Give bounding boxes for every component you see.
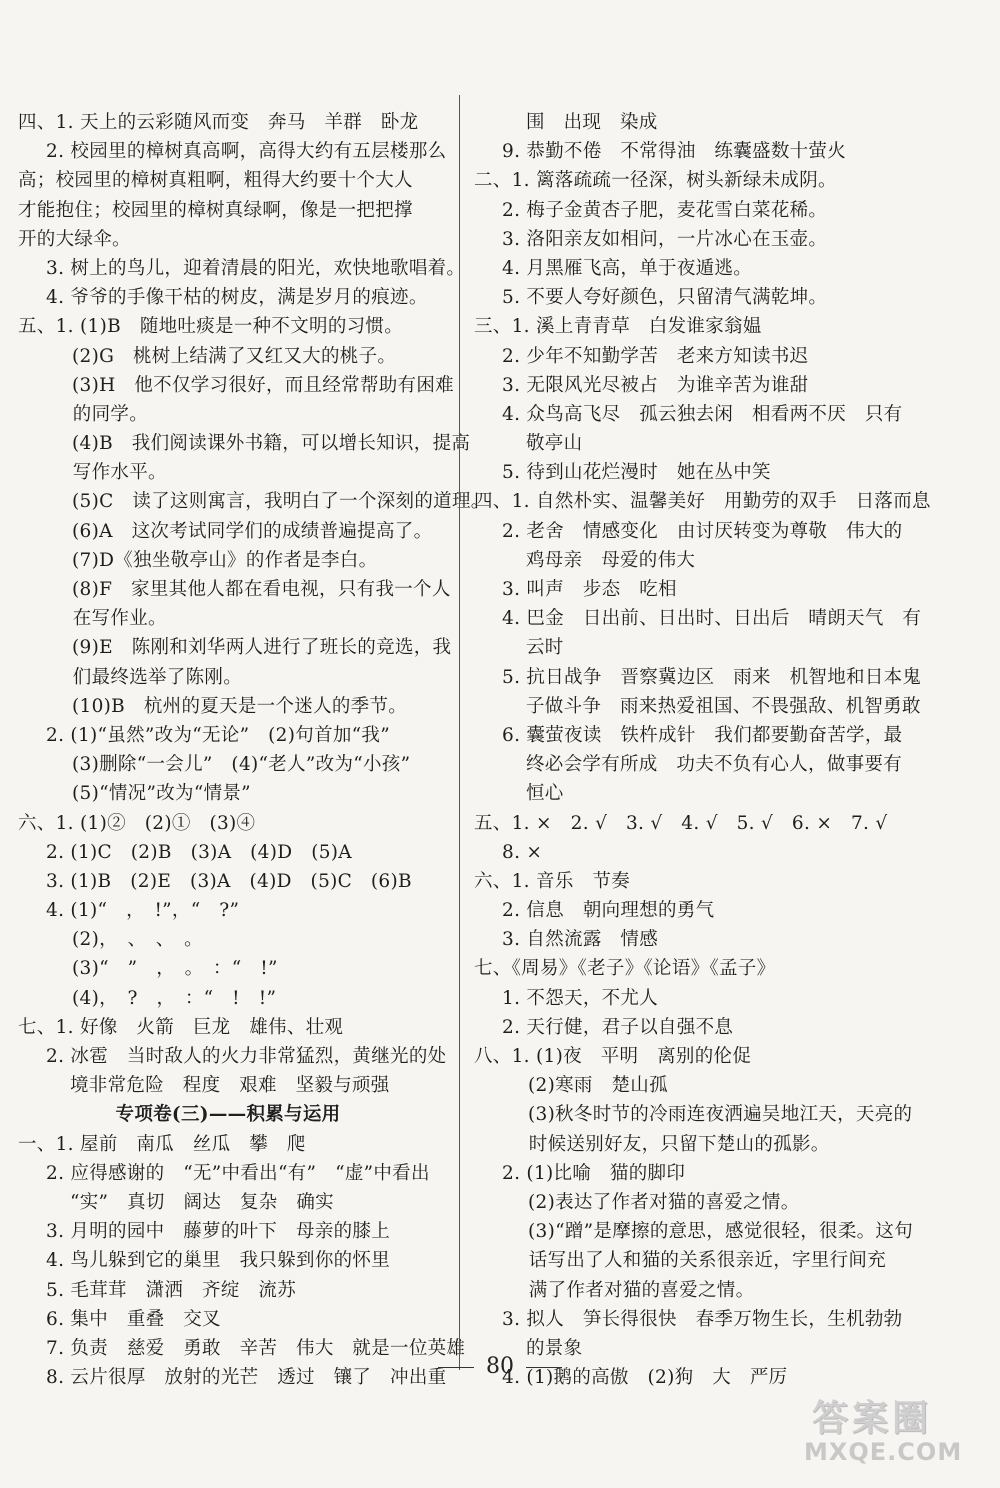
answer-line: (8)F 家里其他人都在看电视，只有我一个人 (72, 579, 451, 600)
answer-line: 3. 拟人 笋长得很快 春季万物生长，生机勃勃 (502, 1308, 903, 1330)
answer-line: 云时 (526, 637, 564, 659)
answer-line: (3)H 他不仅学习很好，而且经常帮助有困难 (72, 374, 454, 396)
page-number: 80 (486, 1354, 514, 1379)
answer-line: 境非常危险 程度 艰难 坚毅与顽强 (70, 1075, 390, 1097)
footer-dash-right (526, 1367, 562, 1368)
answer-line: 2. (1)C (2)B (3)A (4)D (5)A (46, 841, 352, 863)
answer-line: 4. 巴金 日出前、日出时、日出后 晴朗天气 有 (502, 608, 922, 630)
watermark-logo (804, 1390, 974, 1468)
answer-line: 4. 月黑雁飞高，单于夜遁逃。 (502, 257, 753, 279)
answer-line: (3)删除“一会儿” (4)“老人”改为“小孩” (72, 754, 411, 776)
answer-line: 2. (1)比喻 猫的脚印 (502, 1162, 686, 1184)
answer-line: 高；校园里的樟树真粗啊，粗得大约要十个大人 (18, 170, 413, 192)
answer-line: (5)“情况”改为“情景” (72, 783, 251, 805)
answer-line: 六、1. (1)② (2)① (3)④ (18, 812, 256, 834)
answer-line: 8. × (502, 841, 543, 863)
answer-line: 敬亭山 (526, 433, 583, 455)
answer-line: (2)寒雨 楚山孤 (528, 1075, 668, 1097)
answer-line: 话写出了人和猫的关系很亲近，字里行间充 (510, 1250, 887, 1272)
answer-line: 3. 无限风光尽被占 为谁辛苦为谁甜 (502, 374, 809, 396)
page-footer (0, 1354, 1000, 1379)
answer-line: “实” 真切 阔达 复杂 确实 (70, 1191, 334, 1213)
answer-line: 一、1. 屋前 南瓜 丝瓜 攀 爬 (18, 1133, 306, 1155)
answer-line: 三、1. 溪上青青草 白发谁家翁媪 (474, 316, 762, 338)
answer-line: 3. 自然流露 情感 (502, 929, 659, 951)
answer-line: 写作水平。 (54, 462, 167, 484)
answer-line: 2. 冰雹 当时敌人的火力非常猛烈，黄继光的处 (46, 1046, 447, 1067)
answer-line: 3. 叫声 步态 吃相 (502, 579, 677, 600)
answer-line: 开的大绿伞。 (18, 228, 131, 250)
answer-line: 2. (1)“虽然”改为“无论” (2)句首加“我” (46, 724, 390, 746)
answer-line: 七、1. 好像 火箭 巨龙 雄伟、壮观 (18, 1016, 344, 1038)
answer-line: 时候送别好友，只留下楚山的孤影。 (510, 1133, 830, 1155)
answer-line: 五、1. (1)B 随地吐痰是一种不文明的习惯。 (18, 316, 404, 338)
answer-line: 4. 鸟儿躲到它的巢里 我只躲到你的怀里 (46, 1250, 391, 1272)
answer-line: 5. 毛茸茸 潇洒 齐绽 流苏 (46, 1279, 297, 1301)
answer-line: (2)表达了作者对猫的喜爱之情。 (528, 1191, 800, 1213)
answer-line: 5. 不要人夸好颜色，只留清气满乾坤。 (502, 287, 828, 309)
answer-line: 鸡母亲 母爱的伟大 (526, 549, 696, 571)
answer-line: 4. 爷爷的手像干枯的树皮，满是岁月的痕迹。 (46, 287, 428, 309)
answer-line: (4)B 我们阅读课外书籍，可以增长知识，提高 (72, 433, 471, 455)
answer-line: (6)A 这次考试同学们的成绩普遍提高了。 (72, 520, 433, 542)
answer-line: 1. 不怨天，不尤人 (502, 987, 659, 1009)
answer-line: 4. (1)“ ， !”，“ ?” (46, 900, 240, 922)
answer-line: 二、1. 篱落疏疏一径深，树头新绿未成阴。 (474, 170, 837, 192)
answer-line: 才能抱住；校园里的樟树真绿啊，像是一把把撑 (18, 199, 413, 221)
answer-line: 恒心 (526, 783, 564, 805)
answer-line: (2)， 、 、 。 (72, 929, 203, 951)
answer-line: 的同学。 (54, 403, 149, 425)
answer-line: 3. 洛阳亲友如相问，一片冰心在玉壶。 (502, 228, 828, 250)
answer-line: (7)D《独坐敬亭山》的作者是李白。 (72, 549, 378, 571)
answer-line: 2. 校园里的樟树真高啊，高得大约有五层楼那么 (46, 141, 447, 163)
answer-line: 四、1. 自然朴实、温馨美好 用勤劳的双手 日落而息 (474, 491, 931, 513)
answer-line: 6. 囊萤夜读 铁杵成针 我们都要勤奋苦学，最 (502, 724, 903, 746)
answer-line: 四、1. 天上的云彩随风而变 奔马 羊群 卧龙 (18, 112, 419, 133)
answer-line: 6. 集中 重叠 交叉 (46, 1308, 221, 1330)
answer-line: (5)C 读了这则寓言，我明白了一个深刻的道理。 (72, 491, 490, 513)
answer-line: 2. 天行健，君子以自强不息 (502, 1016, 734, 1038)
answer-line: 2. 应得感谢的 “无”中看出“有” “虚”中看出 (46, 1162, 430, 1184)
answer-line: 5. 抗日战争 晋察冀边区 雨来 机智地和日本鬼 (502, 666, 922, 688)
answer-line: 在写作业。 (54, 608, 167, 630)
answer-line: (3)“ ” ， 。 ：“ !” (72, 958, 278, 980)
answer-line: (3)秋冬时节的冷雨连夜洒遍吴地江天，天亮的 (528, 1104, 913, 1126)
answer-line: (9)E 陈刚和刘华两人进行了班长的竞选，我 (72, 637, 452, 659)
answer-line: 2. 老舍 情感变化 由讨厌转变为尊敬 伟大的 (502, 520, 903, 542)
answer-line: 8. 云片很厚 放射的光芒 透过 镶了 冲出重 (46, 1367, 447, 1389)
answer-line: (3)“蹭”是摩擦的意思，感觉很轻，很柔。这句 (528, 1221, 914, 1243)
right-column (474, 108, 992, 1392)
answer-line: 终必会学有所成 功夫不负有心人，做事要有 (526, 754, 903, 776)
answer-line: (4)， ? ， ：“ ! !” (72, 987, 277, 1009)
answer-line: (10)B 杭州的夏天是一个迷人的季节。 (72, 695, 408, 717)
watermark-text: 答案圈 (812, 1398, 933, 1439)
answer-line: 2. 梅子金黄杏子肥，麦花雪白菜花稀。 (502, 199, 828, 221)
answer-line: 八、1. (1)夜 平明 离别的伦促 (474, 1046, 752, 1067)
answer-line: 3. (1)B (2)E (3)A (4)D (5)C (6)B (46, 870, 412, 892)
answer-line: 4. (1)鹅的高傲 (2)狗 大 严厉 (502, 1367, 788, 1389)
answer-line: 3. 树上的鸟儿，迎着清晨的阳光，欢快地歌唱着。 (46, 257, 466, 279)
answer-line: 7. 负责 慈爱 勇敢 辛苦 伟大 就是一位英雄 (46, 1337, 466, 1359)
footer-dash-left (438, 1367, 474, 1368)
answer-line: 4. 众鸟高飞尽 孤云独去闲 相看两不厌 只有 (502, 403, 903, 425)
answer-line: 2. 少年不知勤学苦 老来方知读书迟 (502, 345, 809, 367)
answer-line: (2)G 桃树上结满了又红又大的桃子。 (72, 345, 397, 367)
watermark-url: MXQE.COM (804, 1438, 963, 1466)
answer-line: 七、《周易》《老子》《论语》《孟子》 (474, 958, 776, 980)
answer-line: 五、1. × 2. √ 3. √ 4. √ 5. √ 6. × 7. √ (474, 812, 888, 834)
answer-line: 的景象 (526, 1337, 583, 1359)
answer-line: 9. 恭勤不倦 不常得油 练囊盛数十萤火 (502, 141, 847, 163)
answer-line: 六、1. 音乐 节奏 (474, 870, 631, 892)
column-divider (459, 95, 460, 1370)
answer-line: 3. 月明的园中 藤萝的叶下 母亲的膝上 (46, 1221, 391, 1243)
left-column (18, 108, 490, 1392)
answer-line: 子做斗争 雨来热爱祖国、不畏强敌、机智勇敢 (526, 695, 921, 717)
answer-line: 围 出现 染成 (526, 112, 658, 133)
answer-line: 5. 待到山花烂漫时 她在丛中笑 (502, 462, 771, 484)
answer-line: 满了作者对猫的喜爱之情。 (510, 1279, 755, 1301)
section-heading: 专项卷(三)——积累与运用 (115, 1104, 341, 1126)
answer-line: 2. 信息 朝向理想的勇气 (502, 900, 715, 922)
answer-line: 们最终选举了陈刚。 (54, 666, 243, 688)
